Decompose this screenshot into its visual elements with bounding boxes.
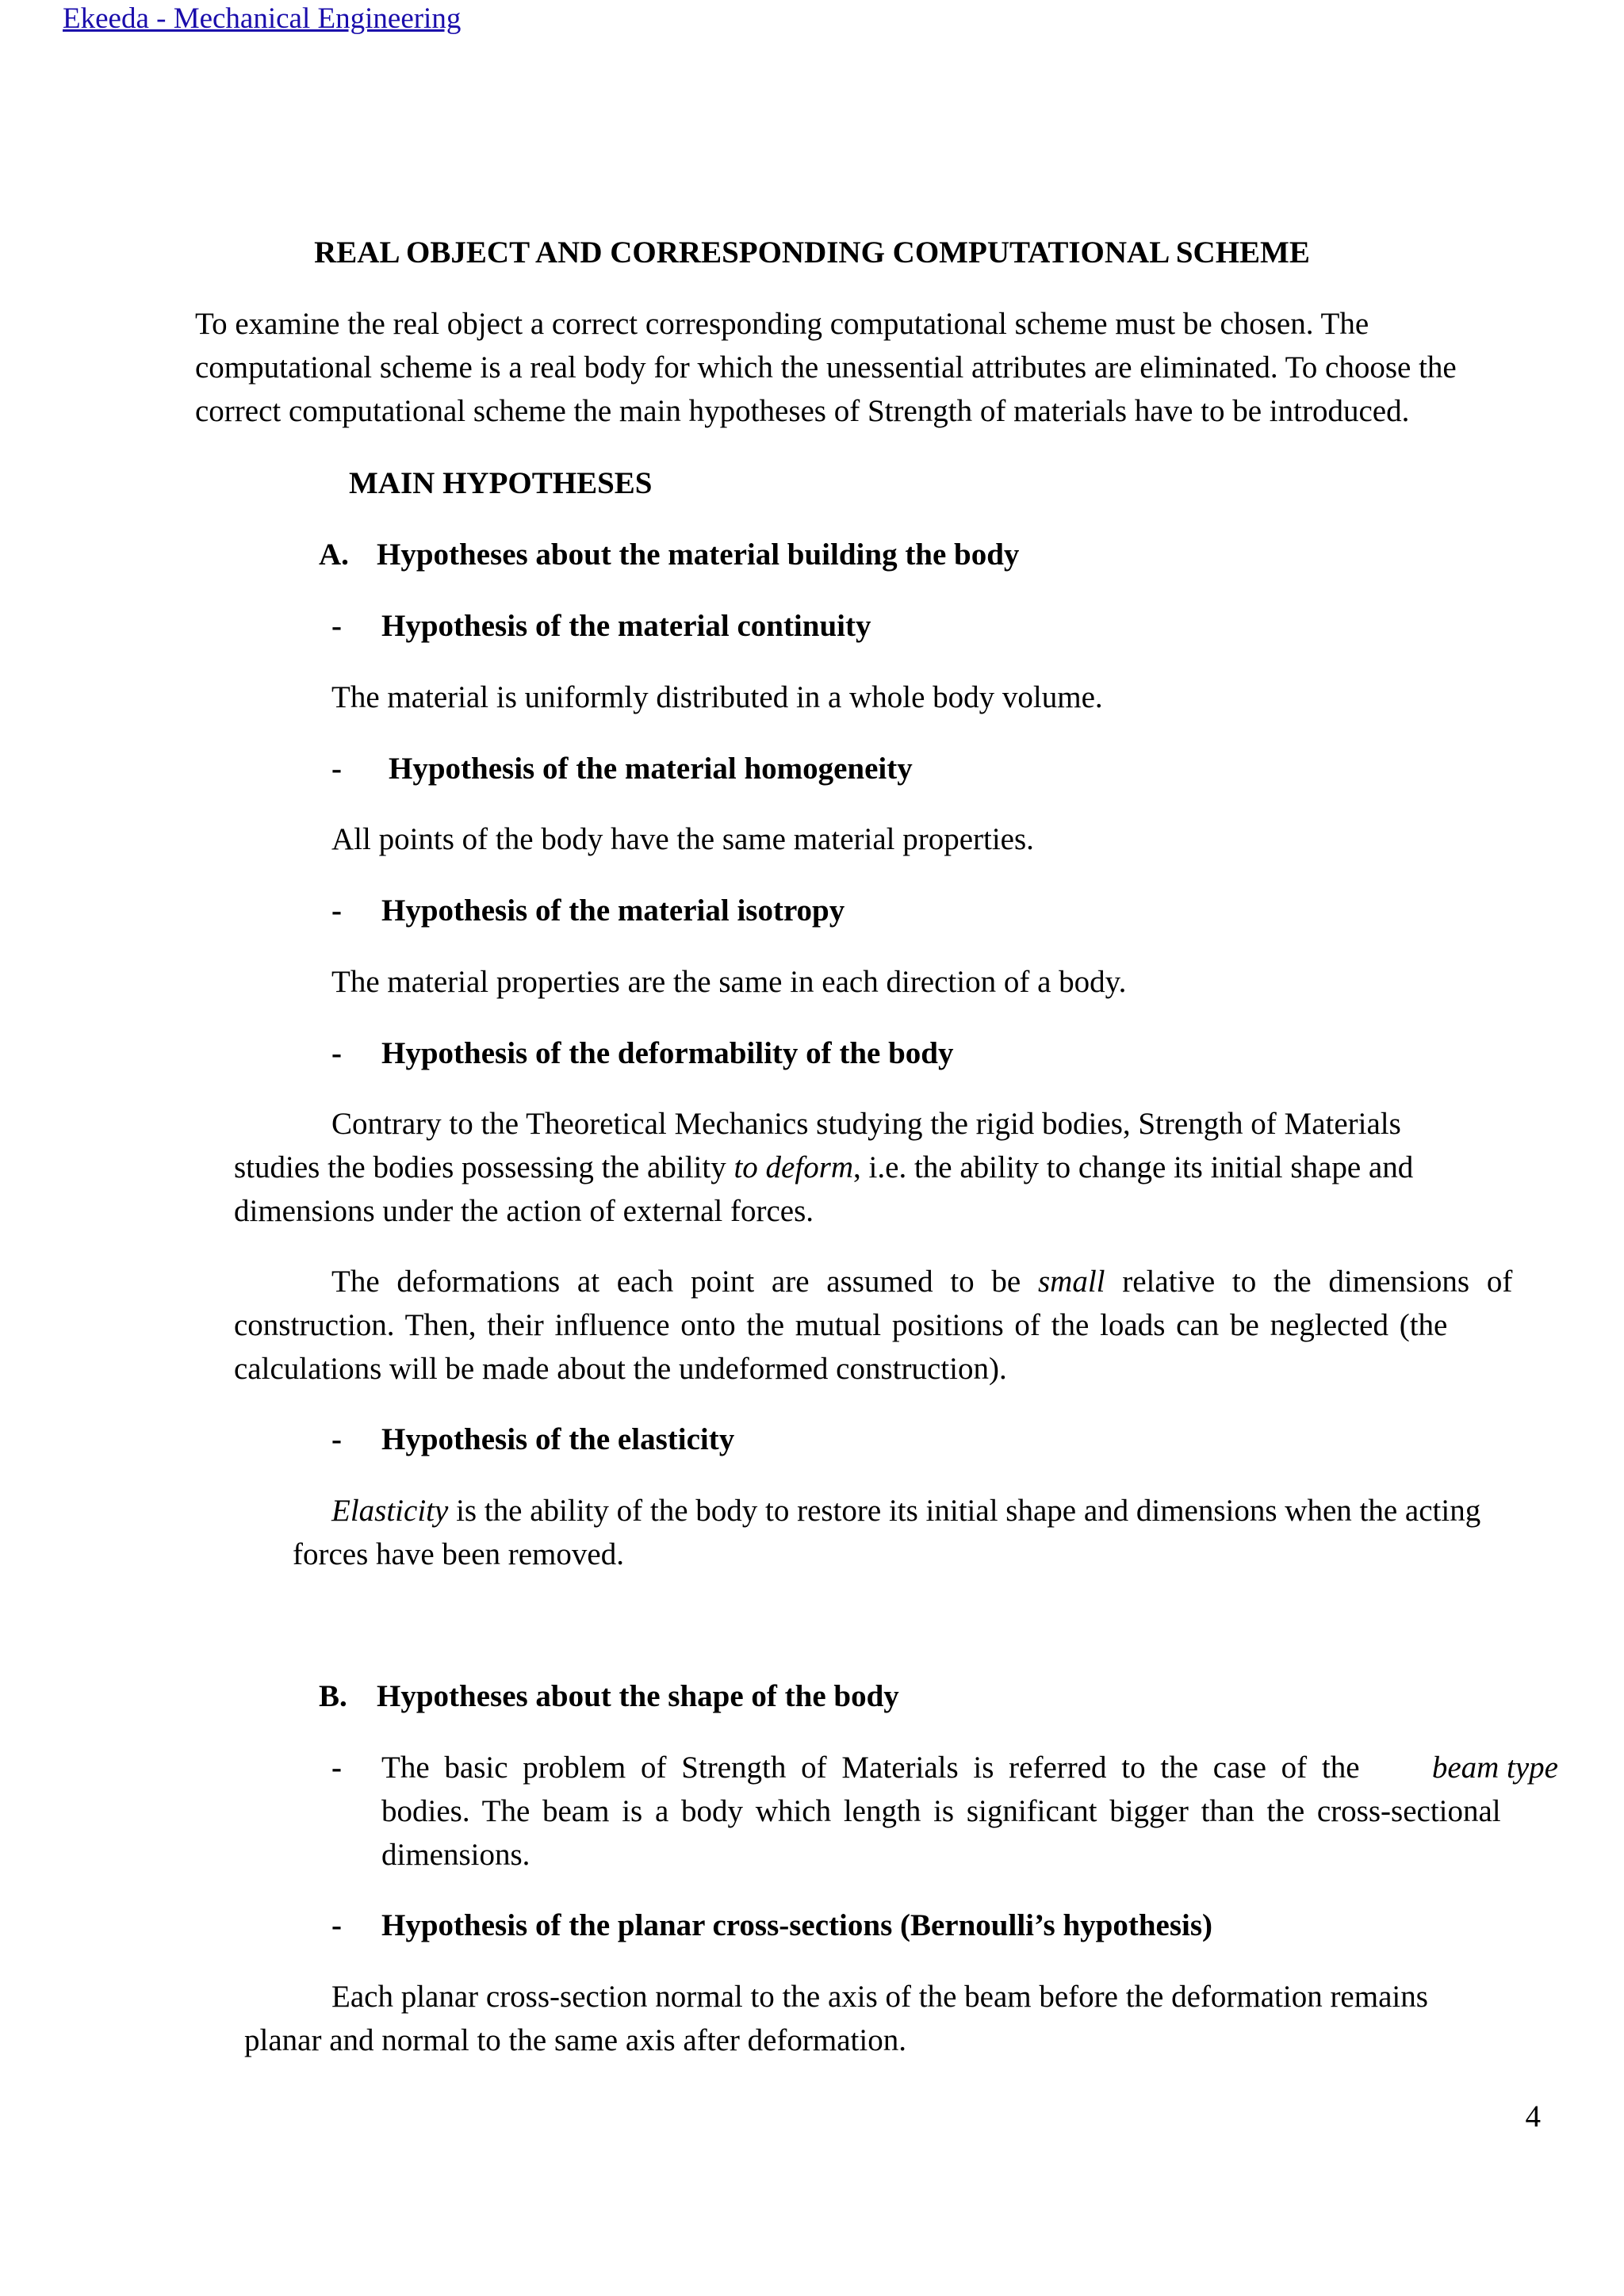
bullet-dash: - [331, 1908, 342, 1942]
deformability-p2-line-1 [234, 1260, 1558, 1303]
text-run: The basic problem of Strength of Materials is referred to the case of the [381, 1751, 1375, 1785]
section-b-marker: B. [319, 1679, 347, 1713]
italic-term: Elasticity [331, 1494, 449, 1528]
main-hypotheses-heading: MAIN HYPOTHESES [349, 466, 653, 500]
italic-term: small [1037, 1265, 1105, 1299]
italic-term: to deform [733, 1150, 854, 1184]
deformability-heading: Hypothesis of the deformability of the body [381, 1036, 954, 1070]
text-run: The deformations at each point are assumed to be [331, 1265, 1038, 1299]
text-run: studies the bodies possessing the ability [234, 1150, 734, 1184]
beam-line-3: dimensions. [381, 1838, 530, 1872]
intro-line-1: To examine the real object a correct corresponding computational scheme must be chosen. The [195, 307, 1369, 341]
deformability-p1-line-1: Contrary to the Theoretical Mechanics studying the rigid bodies, Strength of Materials [331, 1107, 1401, 1141]
beam-line-1 [381, 1746, 1558, 1789]
continuity-heading: Hypothesis of the material continuity [381, 609, 871, 643]
page-number: 4 [1525, 2099, 1541, 2133]
intro-paragraph [195, 302, 1557, 346]
elasticity-line-2: forces have been removed. [293, 1537, 624, 1571]
beam-paragraph [381, 1746, 1558, 1877]
bullet-dash: - [331, 1751, 342, 1785]
bernoulli-heading: Hypothesis of the planar cross-sections (Bernoulli’s hypothesis) [381, 1908, 1213, 1942]
section-a-marker: A. [319, 538, 349, 572]
intro-line-3: correct computational scheme the main hypotheses of Strength of materials have to be introduced. [195, 394, 1410, 428]
deformability-paragraph-2 [234, 1260, 1558, 1391]
bullet-dash: - [331, 609, 342, 643]
deformability-p2-line-3: calculations will be made about the undeformed construction). [234, 1352, 1007, 1386]
bernoulli-line-2: planar and normal to the same axis after deformation. [244, 2023, 906, 2057]
deformability-p1-line-3: dimensions under the action of external forces. [234, 1194, 814, 1228]
elasticity-line-1 [331, 1489, 1480, 1533]
bullet-dash: - [331, 894, 342, 928]
isotropy-text: The material properties are the same in each direction of a body. [331, 965, 1127, 999]
continuity-text: The material is uniformly distributed in a whole body volume. [331, 680, 1103, 714]
deformability-p1-line-2 [234, 1146, 1558, 1189]
section-b-heading: Hypotheses about the shape of the body [377, 1679, 899, 1713]
bernoulli-line-1: Each planar cross-section normal to the axis of the beam before the deformation remains [331, 1980, 1428, 2014]
homogeneity-heading: Hypothesis of the material homogeneity [389, 752, 913, 786]
text-run: relative to the dimensions of [1105, 1265, 1513, 1299]
bullet-dash: - [331, 752, 342, 786]
text-run: is the ability of the body to restore its initial shape and dimensions when the acting [448, 1494, 1481, 1528]
bullet-dash: - [331, 1422, 342, 1456]
section-a-heading: Hypotheses about the material building the body [377, 538, 1020, 572]
bullet-dash: - [331, 1036, 342, 1070]
deformability-p2-line-2: construction. Then, their influence onto the mutual positions of the loads can be neglected (the [234, 1308, 1448, 1342]
homogeneity-text: All points of the body have the same material properties. [331, 822, 1034, 856]
elasticity-heading: Hypothesis of the elasticity [381, 1422, 735, 1456]
header-link[interactable]: Ekeeda - Mechanical Engineering [63, 2, 462, 35]
deformability-paragraph-1 [234, 1102, 1558, 1233]
beam-line-2: bodies. The beam is a body which length is significant bigger than the cross-sectional [381, 1794, 1501, 1828]
intro-line-2: computational scheme is a real body for which the unessential attributes are eliminated. To choose the [195, 350, 1457, 385]
isotropy-heading: Hypothesis of the material isotropy [381, 894, 845, 928]
italic-term: beam type [1431, 1751, 1558, 1785]
page-title: REAL OBJECT AND CORRESPONDING COMPUTATIONAL SCHEME [314, 235, 1310, 270]
text-run: , i.e. the ability to change its initial shape and [853, 1150, 1414, 1184]
